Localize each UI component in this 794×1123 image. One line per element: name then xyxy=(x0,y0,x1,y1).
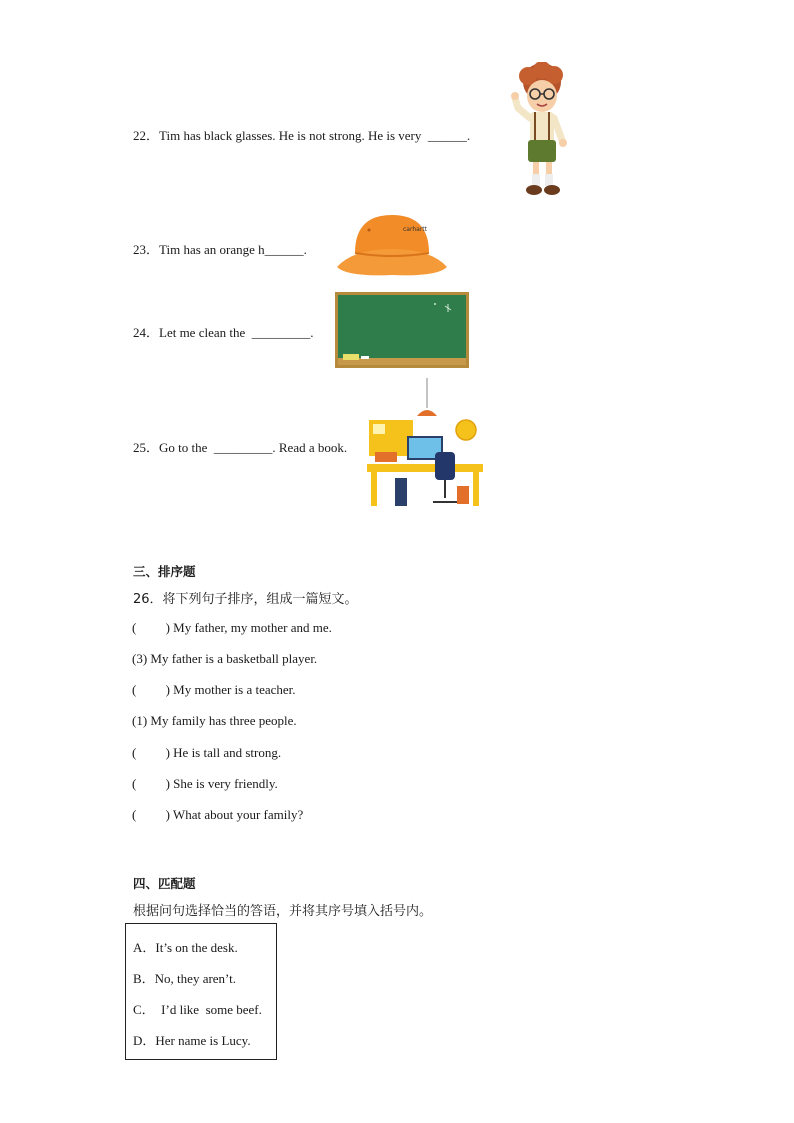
section-3-instruction: 26．将下列句子排序，组成一篇短文。 xyxy=(133,592,358,607)
section-3-title: 三、排序题 xyxy=(133,564,196,579)
option-b: B．No, they aren’t. xyxy=(133,971,237,986)
ordering-line-5: ( ) He is tall and strong. xyxy=(132,745,282,760)
section-4-instruction: 根据问句选择恰当的答语，并将其序号填入括号内。 xyxy=(133,904,433,919)
option-a: A．It’s on the desk. xyxy=(133,940,238,955)
section-4-title: 四、匹配题 xyxy=(133,876,196,891)
ordering-line-3: ( ) My mother is a teacher. xyxy=(132,682,296,697)
ordering-line-7: ( ) What about your family? xyxy=(132,807,304,822)
hat-logo: carhartt xyxy=(403,226,427,233)
ordering-line-1: ( ) My father, my mother and me. xyxy=(132,620,332,635)
ordering-line-2: (3) My father is a basketball player. xyxy=(132,651,318,666)
blackboard-image xyxy=(335,292,469,368)
question-24: 24．Let me clean the _________. xyxy=(133,325,314,340)
option-d: D．Her name is Lucy. xyxy=(133,1033,251,1048)
question-22: 22．Tim has black glasses. He is not strong. He is very ______. xyxy=(133,128,471,143)
ordering-line-6: ( ) She is very friendly. xyxy=(132,776,278,791)
study-room-image xyxy=(367,378,483,508)
orange-hat-image xyxy=(333,209,451,281)
answer-options-box xyxy=(125,923,277,1060)
ordering-line-4: (1) My family has three people. xyxy=(132,713,297,728)
option-c: C． I’d like some beef. xyxy=(133,1002,262,1017)
question-25: 25．Go to the _________. Read a book. xyxy=(133,440,348,455)
boy-image xyxy=(506,62,578,202)
question-23: 23．Tim has an orange h______. xyxy=(133,242,307,257)
